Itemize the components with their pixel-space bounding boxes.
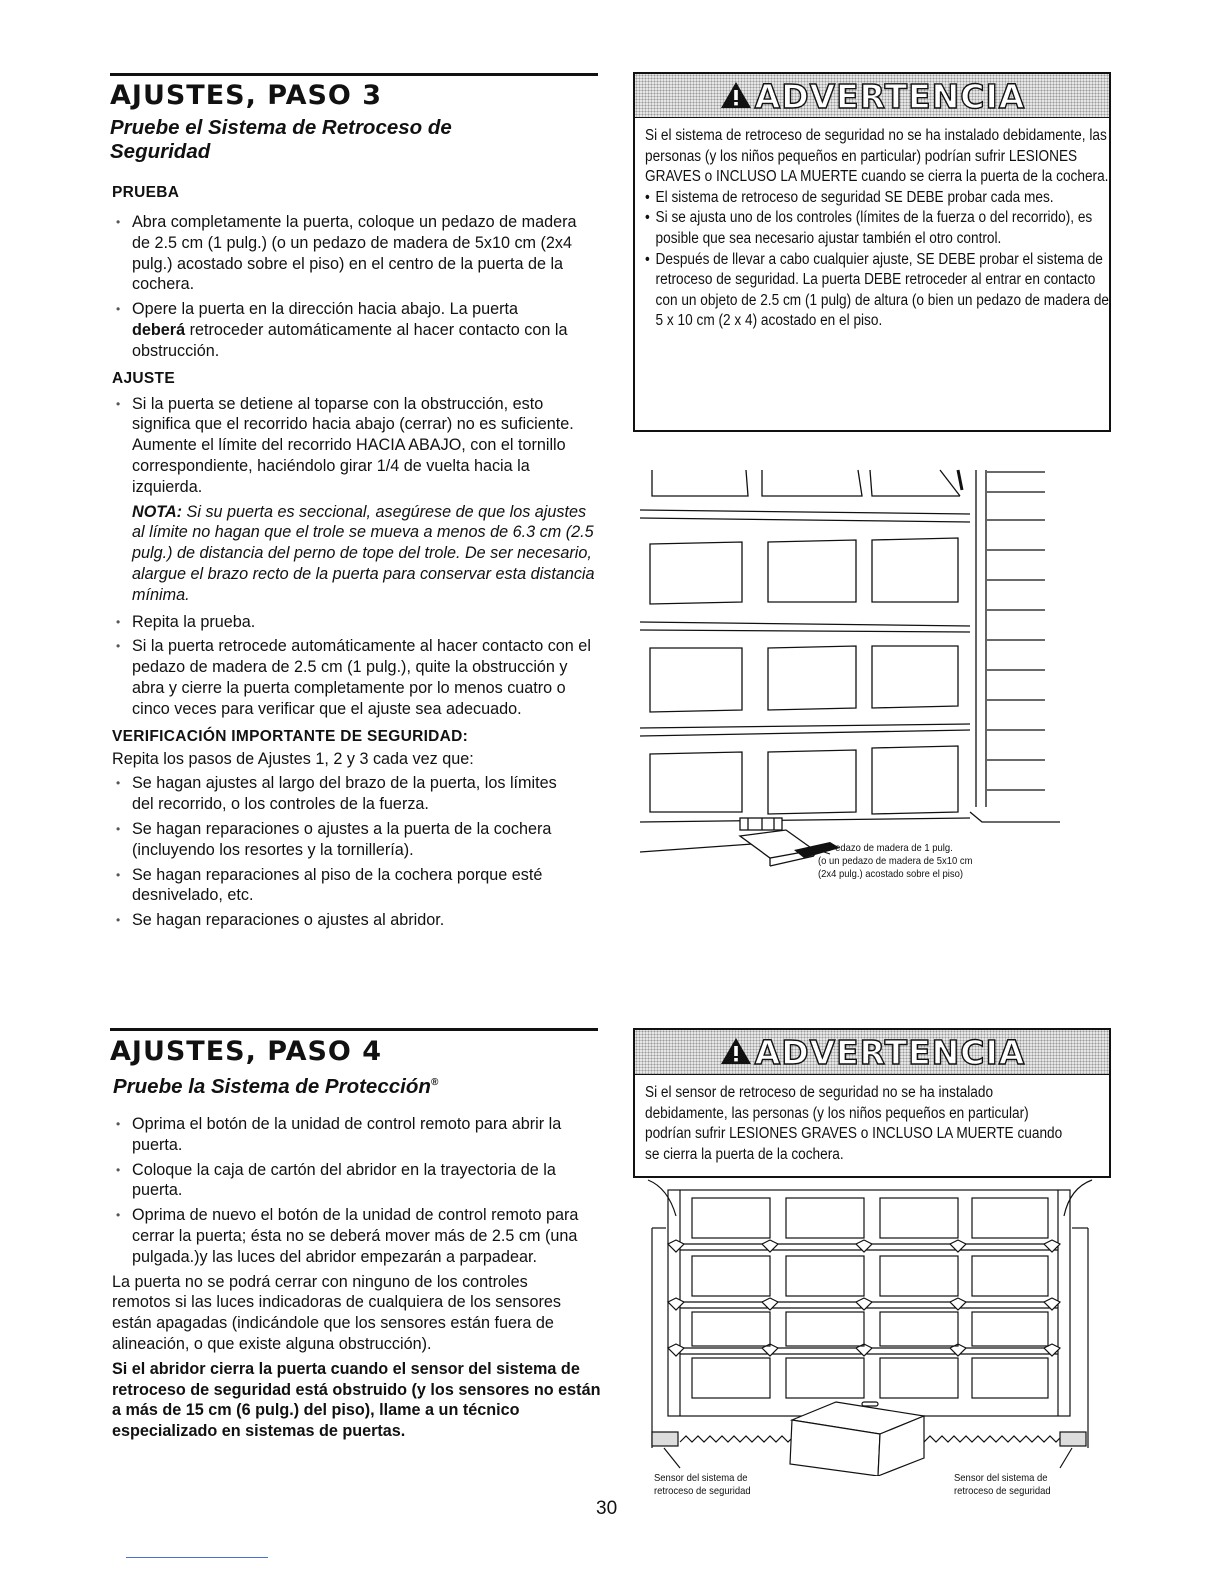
- prueba-item-1: • Abra completamente la puerta, coloque un pedazo de madera de 2.5 cm (1 pulg.) (o un pedazo de madera de 5x10 cm (2x4 pulg.) acostado sobre el piso) en el centro de la puerta de la cochera.: [112, 212, 582, 295]
- warning-1-list: [645, 188, 1111, 332]
- step4-bold-paragraph: Si el abridor cierra la puerta cuando el sensor del sistema de retroceso de seguridad está obstruido (y los sensores no están a más de 15 cm (6 pulg.) del piso), llame a un técnico especializado en sistemas de puertas.: [112, 1359, 601, 1441]
- warning-text-2-inner: [645, 1083, 1067, 1165]
- nota-label: NOTA:: [132, 502, 183, 521]
- warning-1-intro: Si el sistema de retroceso de seguridad no se ha instalado debidamente, las personas (y los niños pequeños en particular) podrían sufrir LESIONES GRAVES o INCLUSO LA MUERTE cuando se cierra la puerta de la cochera.: [645, 127, 1109, 186]
- step4-item-3: • Oprima de nuevo el botón de la unidad de control remoto para cerrar la puerta; ésta no se deberá mover más de 2.5 cm (una pulgada.)y las luces del abridor empezarán a parpadear.: [112, 1205, 598, 1267]
- ajuste-list: [112, 394, 602, 498]
- prueba-item-2: [112, 299, 572, 361]
- warning-title-2: [635, 1035, 1109, 1073]
- nota: [112, 502, 598, 606]
- step3-body: [112, 184, 602, 935]
- warning-header-1: [635, 74, 1109, 118]
- warning-title-1-text: ADVERTENCIA: [754, 77, 1026, 116]
- warning-box-2: [633, 1028, 1111, 1178]
- prueba-item-2-text: Opere la puerta en la dirección hacia abajo. La puerta: [132, 300, 519, 319]
- step3-title: AJUSTES, PASO 3: [110, 80, 383, 111]
- warning-1-item-1: • El sistema de retroceso de seguridad SE DEBE probar cada mes.: [645, 188, 1111, 209]
- verif-item-3: • Se hagan reparaciones al piso de la cochera porque esté desnivelado, etc.: [112, 865, 592, 907]
- figure-1-caption: [818, 842, 972, 881]
- figure-2-right-caption-line2: retroceso de seguridad: [954, 1485, 1051, 1497]
- warning-title-1: [635, 79, 1109, 117]
- verif-item-1: • Se hagan ajustes al largo del brazo de la puerta, los límites del recorrido, o los controles de la fuerza.: [112, 773, 572, 815]
- prueba-list: [112, 212, 602, 362]
- ajuste-heading: AJUSTE: [112, 369, 175, 387]
- step4-item-2: • Coloque la caja de cartón del abridor en la trayectoria de la puerta.: [112, 1160, 602, 1202]
- warning-1-item-3: • Después de llevar a cabo cualquier ajuste, SE DEBE probar el sistema de retroceso de seguridad. La puerta DEBE retroceder al entrar en contacto con un objeto de 2.5 cm (1 pulg) de altura (o bien un pedazo de madera de 5 x 10 cm (2 x 4) acostado en el piso.: [645, 250, 1111, 332]
- step4-item-1: • Oprima el botón de la unidad de control remoto para abrir la puerta.: [112, 1114, 562, 1156]
- warning-2-text: Si el sensor de retroceso de seguridad no se ha instalado debidamente, las personas (y los niños pequeños en particular) podrían sufrir LESIONES GRAVES o INCLUSO LA MUERTE cuando se cierra la puerta de la cochera.: [645, 1084, 1063, 1163]
- figure-1-caption-line2: (o un pedazo de madera de 5x10 cm: [818, 855, 973, 867]
- verif-item-2: • Se hagan reparaciones o ajustes a la puerta de la cochera (incluyendo los resortes y la tornillería).: [112, 819, 602, 861]
- step4-subtitle: [113, 1071, 438, 1099]
- warning-header-2: [635, 1030, 1109, 1075]
- step3-subtitle-line1: Pruebe el Sistema de Retroceso de: [110, 116, 452, 139]
- figure-2-right-caption-line1: Sensor del sistema de: [954, 1472, 1048, 1484]
- step3-subtitle-line2: Seguridad: [110, 140, 211, 163]
- step3-top-rule: [110, 73, 598, 76]
- verif-list: [112, 773, 602, 931]
- figure-2-right-caption: [954, 1472, 1051, 1498]
- warning-box-1: [633, 72, 1111, 432]
- figure-2-left-caption-line2: retroceso de seguridad: [654, 1485, 751, 1497]
- step4-body: [112, 1114, 602, 1442]
- verif-intro: Repita los pasos de Ajustes 1, 2 y 3 cada vez que:: [112, 749, 474, 768]
- ajuste-item-2: • Repita la prueba.: [112, 612, 602, 633]
- figure-2-door-with-sensors: [640, 1176, 1100, 1476]
- ajuste-item-3: • Si la puerta retrocede automáticamente al hacer contacto con el pedazo de madera de 2.5 cm (1 pulg.), quite la obstrucción y abra y cierre la puerta completamente por lo menos cuatro o cinco veces para verificar que el ajuste sea adecuado.: [112, 636, 594, 719]
- ajuste-item-1: • Si la puerta se detiene al toparse con la obstrucción, esto significa que el recorrido hacia abajo (cerrar) no es suficiente. Aumente el límite del recorrido HACIA ABAJO, con el tornillo correspondiente, haciéndolo girar 1/4 de vuelta hacia la izquierda.: [112, 394, 592, 498]
- warning-title-2-text: ADVERTENCIA: [754, 1033, 1026, 1072]
- prueba-item-2-bold: deberá: [132, 320, 186, 339]
- figure-1-caption-line1: Pedazo de madera de 1 pulg.: [828, 842, 953, 854]
- prueba-heading: PRUEBA: [112, 184, 180, 201]
- figure-2-left-caption-line1: Sensor del sistema de: [654, 1472, 748, 1484]
- step4-list: [112, 1114, 602, 1268]
- step4-title: AJUSTES, PASO 4: [110, 1036, 383, 1067]
- page-number: 30: [596, 1498, 618, 1519]
- step3-subtitle: [110, 116, 580, 164]
- warning-text-1-inner: [645, 126, 1111, 332]
- figure-2-left-caption: [654, 1472, 751, 1498]
- step4-subtitle-mark: ®: [430, 1077, 439, 1088]
- warning-text-1: [635, 118, 1109, 338]
- step4-paragraph: La puerta no se podrá cerrar con ninguno de los controles remotos si las luces indicadoras de cualquiera de los sensores están apagadas (indicándole que los sensores están fuera de alineación, o que existe alguna obstrucción).: [112, 1272, 561, 1353]
- prueba-item-2-rest: retroceder automáticamente al hacer contacto con la obstrucción.: [132, 320, 568, 360]
- bottom-link-line: [126, 1557, 268, 1558]
- step4-top-rule: [110, 1028, 598, 1031]
- warning-text-2: [635, 1075, 1109, 1171]
- ajuste-list-2: [112, 612, 602, 720]
- figure-1-garage-door: [640, 462, 1060, 892]
- step4-subtitle-text: Pruebe la Sistema de Protección: [113, 1074, 431, 1098]
- warning-1-item-2: • Si se ajusta uno de los controles (límites de la fuerza o del recorrido), es posible que sea necesario ajustar también el otro control.: [645, 208, 1111, 249]
- figure-1-caption-line3: (2x4 pulg.) acostado sobre el piso): [818, 868, 963, 880]
- nota-text: Si su puerta es seccional, asegúrese de que los ajustes al límite no hagan que el trole se mueva a menos de 6.3 cm (2.5 pulg.) de distancia del perno de tope del trole. De ser necesario, alargue el brazo recto de la puerta para conservar esta distancia mínima.: [132, 502, 595, 604]
- warning-triangle-icon: [719, 1036, 753, 1073]
- verif-item-4: • Se hagan reparaciones o ajustes al abridor.: [112, 910, 602, 931]
- warning-triangle-icon: [719, 80, 753, 117]
- verif-heading: VERIFICACIÓN IMPORTANTE DE SEGURIDAD:: [112, 727, 469, 745]
